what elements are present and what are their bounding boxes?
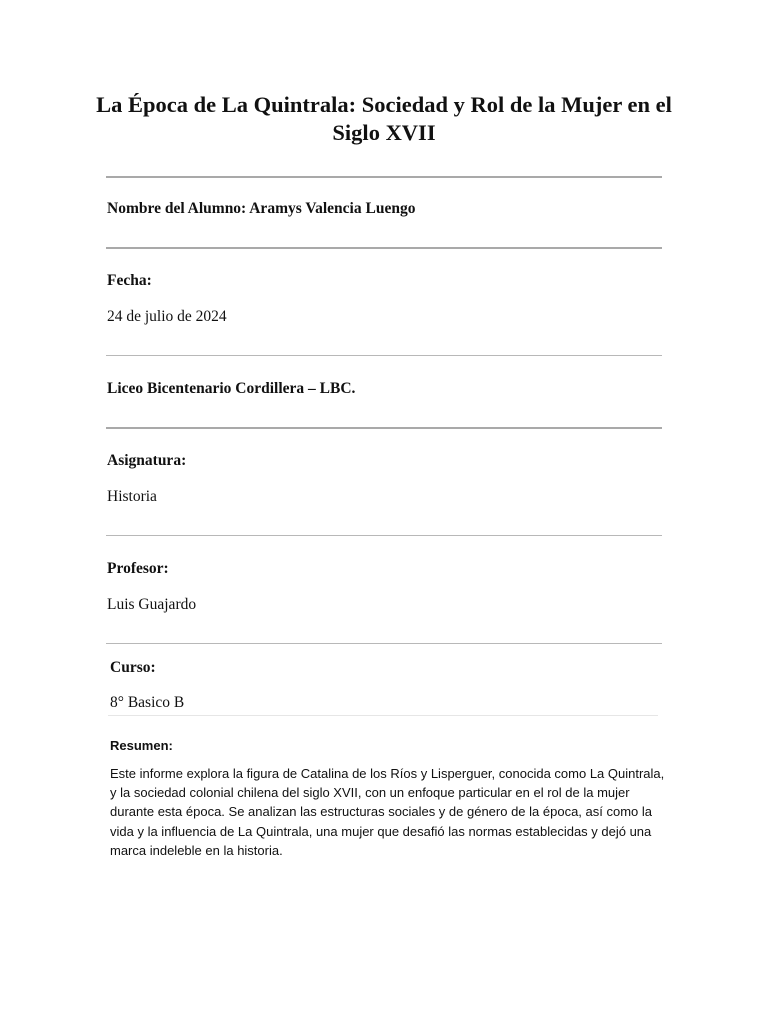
teacher-label: Profesor: xyxy=(107,560,169,577)
document-title: La Época de La Quintrala: Sociedad y Rol de la Mujer en el Siglo XVII xyxy=(96,92,672,145)
divider xyxy=(106,643,662,644)
subject-value: Historia xyxy=(107,488,157,505)
divider xyxy=(106,427,662,429)
student-name: Nombre del Alumno: Aramys Valencia Luengo xyxy=(107,200,416,217)
school-name: Liceo Bicentenario Cordillera – LBC. xyxy=(107,380,356,397)
subject-label: Asignatura: xyxy=(107,452,187,469)
date-value: 24 de julio de 2024 xyxy=(107,308,227,325)
divider xyxy=(106,176,662,178)
divider xyxy=(106,535,662,536)
divider xyxy=(106,355,662,356)
date-label: Fecha: xyxy=(107,272,152,289)
divider xyxy=(108,715,658,716)
divider xyxy=(106,247,662,249)
course-label: Curso: xyxy=(110,659,156,676)
course-value: 8° Basico B xyxy=(110,694,185,711)
summary-label: Resumen: xyxy=(110,738,173,753)
teacher-value: Luis Guajardo xyxy=(107,596,197,613)
summary-text: Este informe explora la figura de Catalina de los Ríos y Lisperguer, conocida como La Quintrala, y la sociedad colonial chilena del siglo XVII, con un enfoque particular en el rol de la mujer durante esta época. Se analizan las estructuras sociales y de género de la época, así como la vida y la influencia de La Quintrala, una mujer que desafió las normas establecidas y dejó una marca indeleble en la historia. xyxy=(110,766,665,858)
